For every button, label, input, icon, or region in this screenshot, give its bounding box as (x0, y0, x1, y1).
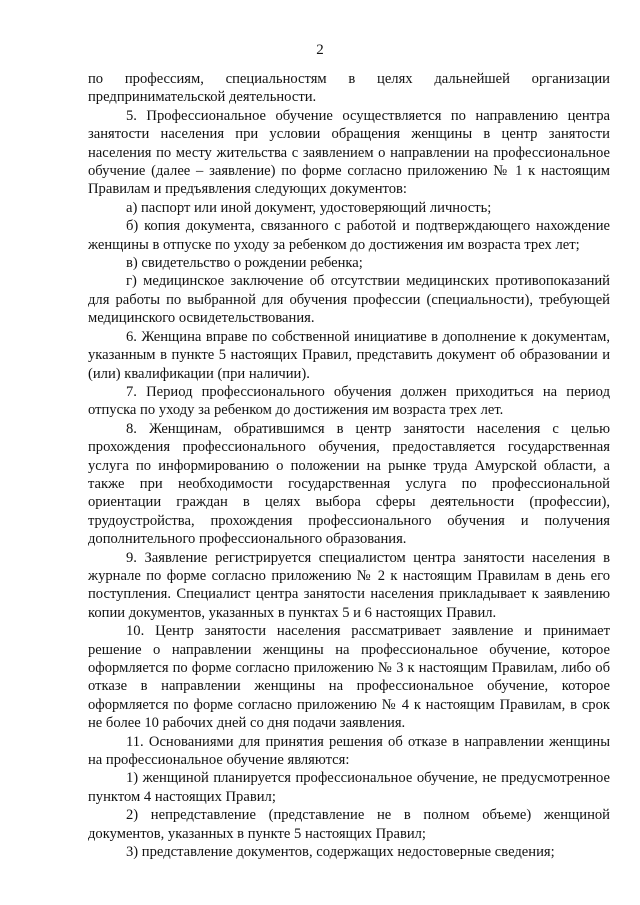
list-item-a: а) паспорт или иной документ, удостоверяющий личность; (126, 199, 492, 216)
list-item-g: г) медицинское заключение об отсутствии медицинских противопоказаний для работы по выбранной для обучения профессии (специальности), требующей медицинского освидетельствования. (88, 273, 610, 327)
paragraph-item-7: 7. Период профессионального обучения должен приходиться на период отпуска по уходу за ребенком до достижения им возраста трех лет. (88, 383, 610, 419)
list-item-1: 1) женщиной планируется профессиональное обучение, не предусмотренное пунктом 4 настоящих Правил; (88, 770, 610, 805)
page-number: 2 (316, 42, 324, 58)
paragraph-item-6: 6. Женщина вправе по собственной инициативе в дополнение к документам, указанным в пункте 5 настоящих Правил, представить документ об образовании и (или) квалификации (при наличии). (88, 328, 610, 382)
list-item-v: в) свидетельство о рождении ребенка; (126, 255, 363, 272)
list-item-3: 3) представление документов, содержащих недостоверные сведения; (126, 844, 555, 861)
paragraph-item-5: 5. Профессиональное обучение осуществляется по направлению центра занятости населения при условии обращения женщины в центр занятости населения по месту жительства с заявлением о направлении на профессиональное обучение (далее – заявление) по форме согласно приложению № 1 к настоящим Правилам и предъявления следующих документов: (88, 107, 610, 198)
paragraph-item-11: 11. Основаниями для принятия решения об отказе в направлении женщины на профессиональное обучение являются: (88, 733, 610, 769)
paragraph-item-9: 9. Заявление регистрируется специалистом центра занятости населения в журнале по форме согласно приложению № 2 к настоящим Правилам в день его поступления. Специалист центра занятости населения прикладывает к заявлению копии документов, указанных в пунктах 5 и 6 настоящих Правил. (88, 549, 610, 621)
list-item-2: 2) непредставление (представление не в полном объеме) женщиной документов, указанных в пункте 5 настоящих Правил; (88, 807, 610, 842)
document-body (88, 70, 610, 861)
paragraph-continuation: по профессиям, специальностям в целях дальнейшей организации предпринимательской деятельности. (88, 71, 610, 106)
paragraph-item-8: 8. Женщинам, обратившимся в центр занятости населения с целью прохождения профессионального обучения, предоставляется государственная услуга по информированию о положении на рынке труда Амурской области, а также при необходимости государственная услуга по профессиональной ориентации граждан в целях выбора сферы деятельности (профессии), трудоустройства, прохождения профессионального обучения и получения дополнительного профессионального образования. (88, 420, 610, 548)
paragraph-item-10: 10. Центр занятости населения рассматривает заявление и принимает решение о направлении женщины на профессиональное обучение, которое оформляется по форме согласно приложению № 3 к настоящим Правилам, либо об отказе в направлении женщины на профессиональное обучение, которое оформляется по форме согласно приложению № 4 к настоящим Правилам, в срок не более 10 рабочих дней со дня подачи заявления. (88, 623, 610, 732)
list-item-b: б) копия документа, связанного с работой и подтверждающего нахождение женщины в отпуске по уходу за ребенком до достижения им возраста трех лет; (88, 218, 610, 253)
